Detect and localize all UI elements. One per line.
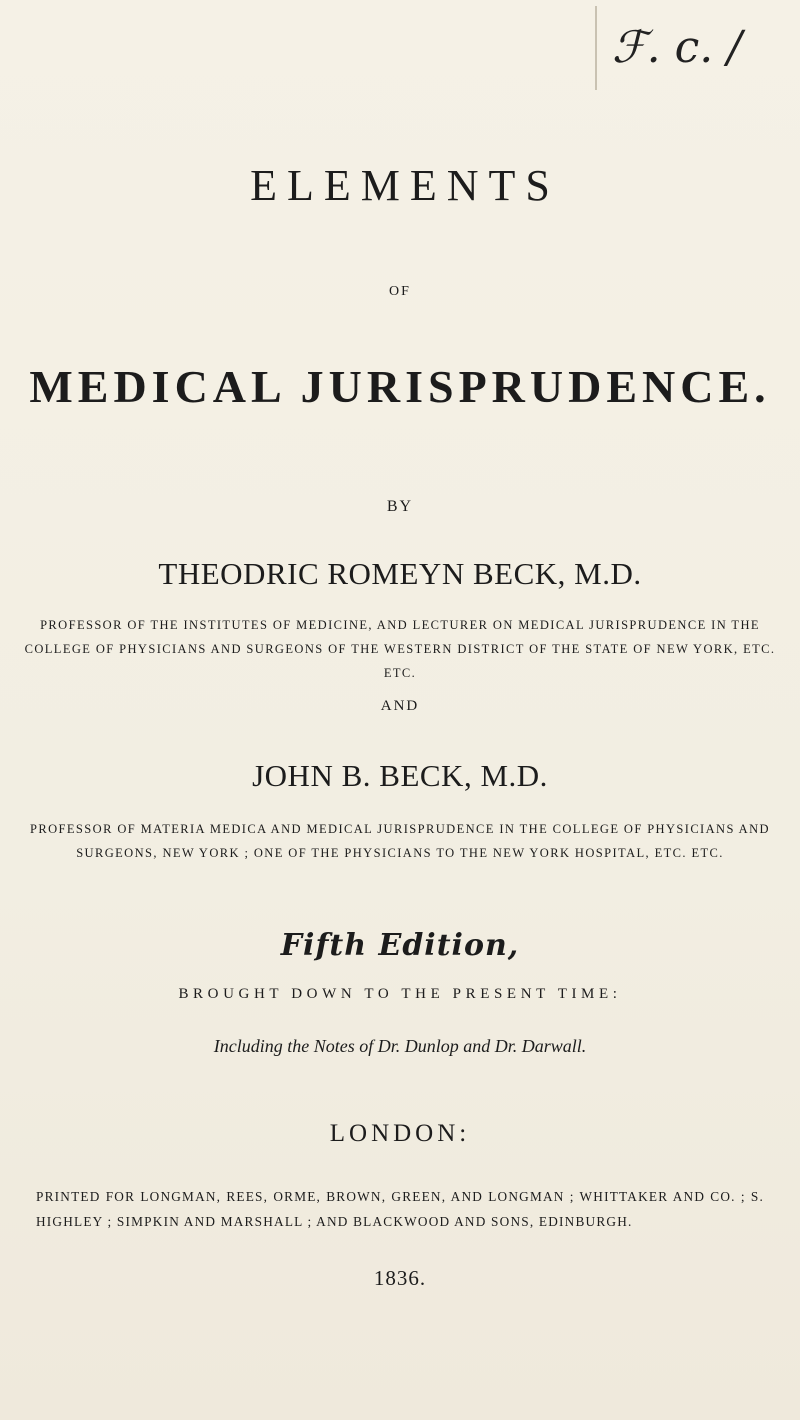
author1-name: THEODRIC ROMEYN BECK, M.D. [158, 556, 642, 591]
title-elements: ELEMENTS [250, 161, 560, 210]
brought-down-line: BROUGHT DOWN TO THE PRESENT TIME: [178, 986, 622, 1002]
page-edge-line [595, 6, 597, 90]
author1-description: PROFESSOR OF THE INSTITUTES OF MEDICINE, AND LECTURER ON MEDICAL JURISPRUDENCE IN THE COLLEGE OF PHYSICIANS AND SURGEONS OF THE WESTERN DISTRICT OF THE STATE OF NEW YORK, ETC. ETC. [24, 618, 776, 680]
author2-description: PROFESSOR OF MATERIA MEDICA AND MEDICAL JURISPRUDENCE IN THE COLLEGE OF PHYSICIANS AND SURGEONS, NEW YORK ; ONE OF THE PHYSICIANS TO THE NEW YORK HOSPITAL, ETC. ETC. [30, 822, 770, 860]
library-shelfmark: ℱ. c. / [612, 22, 743, 73]
author2-name: JOHN B. BECK, M.D. [252, 758, 548, 793]
title-of: OF [389, 284, 411, 299]
including-notes-line: Including the Notes of Dr. Dunlop and Dr. Darwall. [213, 1036, 587, 1056]
edition-label: Fifth Edition, [280, 928, 520, 963]
and-label: AND [380, 698, 420, 714]
by-label: BY [386, 498, 414, 515]
imprint-year: 1836. [373, 1266, 427, 1290]
imprint-printers: PRINTED FOR LONGMAN, REES, ORME, BROWN, GREEN, AND LONGMAN ; WHITTAKER AND CO. ; S. HIGHLEY ; SIMPKIN AND MARSHALL ; AND BLACKWOOD AND SONS, EDINBURGH. [36, 1189, 764, 1229]
title-medical-jurisprudence: MEDICAL JURISPRUDENCE. [29, 361, 771, 412]
imprint-city: LONDON: [329, 1120, 471, 1147]
